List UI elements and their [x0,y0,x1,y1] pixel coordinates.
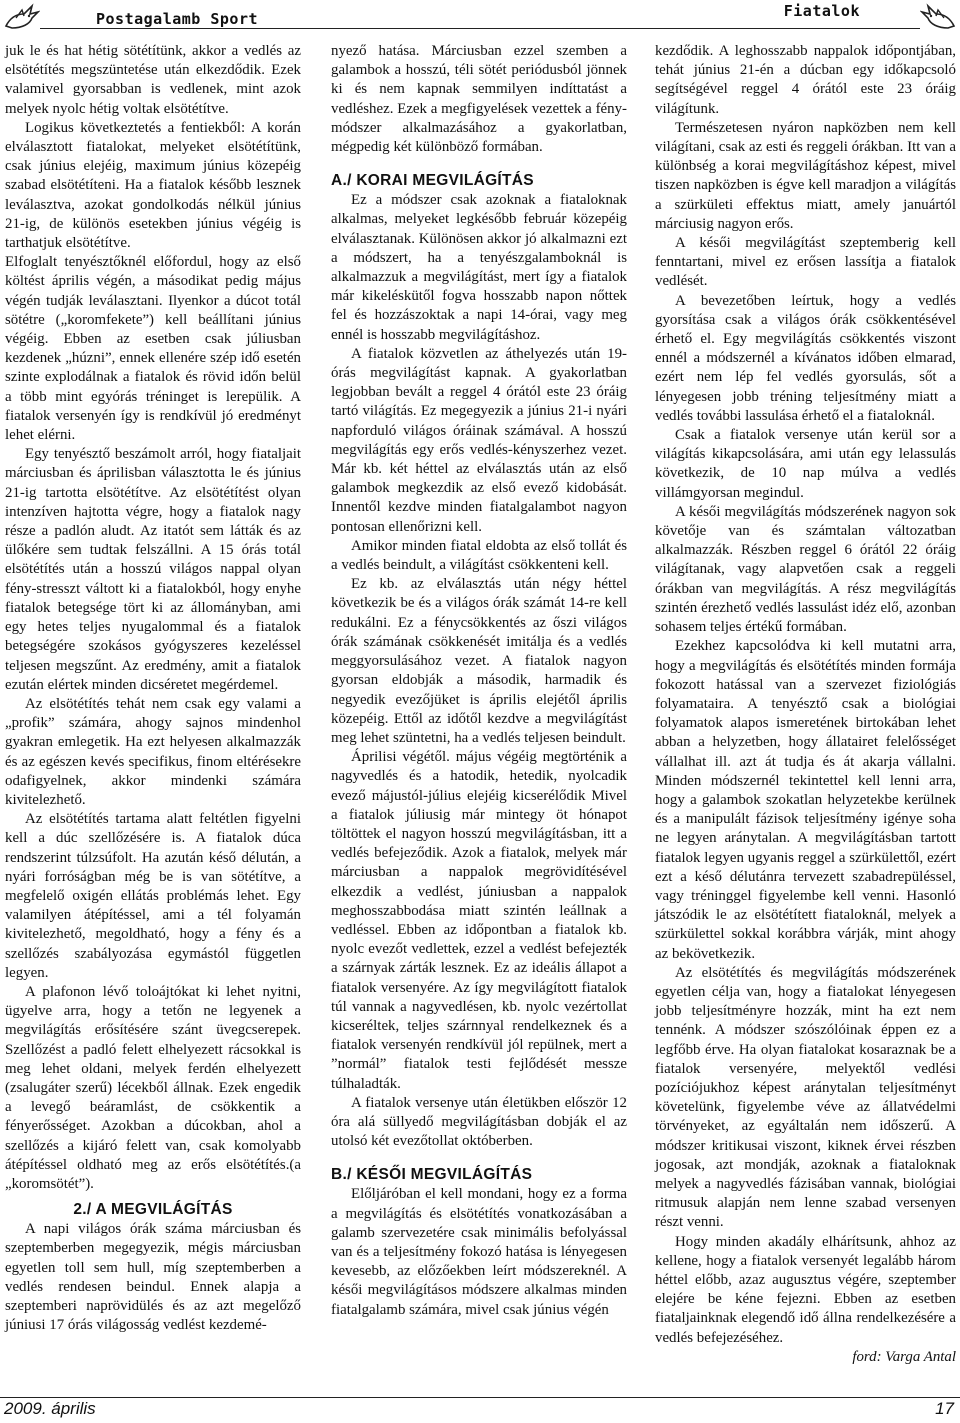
page-header [0,0,960,36]
issue-date: 2009. április [4,1399,96,1418]
footer-rule [0,1397,960,1398]
paragraph: Előljáróban el kell mondani, hogy ez a forma a megvilágítás és elsötétítés vonatkozásában a galamb szervezetére csak minimális befolyással van és a teljesítmény fokozó hatása is lényegesen kevesebb, az előzőekben leírt módszereknél. A késői megvilágításos módszere alkalmas minden fiatalgalamb számára, mivel csak június végén [331,1186,627,1318]
paragraph: A késői megvilágítás módszerének nagyon sok követője van és számtalan változatban alkalmazzák. Részben reggel 6 órától 22 óráig világítanak, vagy alapvetően csak a reggeli órákban van megvilágítás. A rész megvilágítás szintén érezhető vedlés lassulást idéz elő, azonban sohasem teljes értékű formában. [655,503,956,636]
page-number: 17 [935,1399,954,1418]
paragraph: Egy tenyésztő beszámolt arról, hogy fiataljait márciusban és áprilisban választotta le és június 21-ig tartotta elsötétítve. Az elsötétítést olyan intenzíven hajtotta végre, hogy a fiatalok nagy része a padlón aludt. Az itatót sem látták és az ülőkére sem tudtak felszállni. A 15 órás totál elsötétítés után a hosszú világos nappal olyan fény-stresszt váltott ki a fiatalokból, hogy enyhe fiatalok betegsége tört ki az állományban, ami egy hetes teljes nyugalommal és a fiatalok betegségére szokásos gyógyszeres kezeléssel teljesen megszűnt. Az eredmény, amit a fiatalok ezután elértek minden dicséretet megérdemel. [5,446,301,693]
paragraph: Természetesen nyáron napközben nem kell világítani, csak az esti és reggeli órákban. Itt van a különbség a korai megvilágításhoz képest, mivel tiszen napközben is égve kell maradjon a világítás a szürkületi effektus miatt, amely januártól márciusig nagyon erős. [655,119,956,232]
paragraph: Az elsötétítés tehát nem csak egy valami a „profik” számára, ahogy sajnos mindenhol gyakran emlegetik. Ha ezt helyesen alkalmazzák és az egészen kevés specifikus, finom eltérésekre odafigyelnek, akkor mindenki számára kivitelezhető. [5,695,301,808]
paragraph: nyező hatása. Márciusban ezzel szemben a galambok a hosszú, téli sötét periódusból jönnek ki és nem kapnak semmilyen indíttatást a vedléshez. Ezek a megfigyelések vezettek a fény-módszer alkalmazásához a gyakorlatban, mégpedig két különböző formában. [331,43,627,156]
paragraph: Csak a fiatalok versenye után kerül sor a világítás kikapcsolására, ami után egy lelassulás következik, de 10 nap múlva a vedlés villámgyorsan megindul. [655,427,956,501]
pigeon-logo-icon [920,2,958,32]
author-signature: ford: Varga Antal [852,1348,956,1365]
paragraph: kezdődik. A leghosszabb nappalok időpontjában, tehát június 21-én a dúcban egy időkapcsoló segítségével reggel 4 órától este 23 óráig világítunk. [655,43,956,117]
paragraph: Elfoglalt tenyésztőknél előfordul, hogy az első költést április végén, a másodikat pedig május végén tudják leválasztani. Ilyenkor a dúcot totál sötétre („koromfekete”) kell beállítani június végéig. Ebben az esetben csak júliusban kezdenek „húzni”, ennek ellenére szép idő esetén szinte explodálnak a fiatalok és rövid időn belül a több mint egyórás tréninget is lerepülik. A fiatalok versenyén így is rendkívül jó eredményt lehet elérni. [5,254,301,444]
section-heading: B./ KÉSŐI MEGVILÁGÍTÁS [331,1166,533,1184]
paragraph: Az elsötétítés és megvilágítás módszerének egyetlen célja van, hogy a fiatalokat lényegesen jobb teljesítményre hozzák, mint ha ezt nem tennénk. A módszer szószólóinak éppen ez a legfőbb érve. Ha olyan fiatalokat kosaraznak be a fiatalok versenyére, melyektől vedlési pozíciójukhoz képest aránytalan teljesítményt követelünk, figyelembe véve az állatvédelmi törvényeket, az egyáltalán nem időszerű. A módszer kritikusai viszont, kiknek érvei részben jogosak, azt mondják, azoknak a fiataloknak melyek a nagyvedlés fázisában vannak, biológiai ritmusuk alapján nem lenne szabad versenyen részt venni. [655,964,956,1231]
paragraph: A napi világos órák száma márciusban és szeptemberben megegyezik, mégis márciusban egyetlen toll sem hull, míg szeptemberben a vedlés rendesen beindul. Ennek alapja a szeptemberi naprövidülés és az azt megelőző júniusi 17 órás világosság vedlést kezdemé- [5,1221,301,1334]
paragraph: A késői megvilágítást szeptemberig kell fenntartani, mivel ez erősen lassítja a fiatalok vedlését. [655,235,956,290]
paragraph: Ez kb. az elválasztás után négy héttel következik be és a világos órák számát 14-re kell redukálni. Ez a fénycsökkentés az őszi világos órák számának csökkenését imitálja és a vedlés meggyorsulásához vezet. A fiatalok nagyon gyorsan eldobják a második, harmadik és negyedik evezőjüket is április elejétől április közepéig. Ettől az időtől kezdve a megvilágítást meg lehet szüntetni, ha a vedlés teljesen beindult. [331,576,627,746]
section-heading: 2./ A MEGVILÁGÍTÁS [73,1201,233,1219]
page-footer [0,1397,960,1423]
paragraph: A plafonon lévő toloájtókat ki lehet nyitni, ügyelve arra, hogy a tetőn ne legyenek a megvilágítás erősítésére szánt üvegcserepek. Szellőzést a padló felett elhelyezett rácsokkal is meg lehet oldani, melyek ferdén elhelyezett (zsalugáter szerű) lécekből állnak. Ezek engedik a levegő beáramlást, de csökkentik a fényerősséget. Azokban a dúcokban, ahol a szellőzés a kijáró felett van, csak komolyabb átépítéssel oldható meg az erős elsötétítés.(a „koromsötét”). [5,983,301,1192]
paragraph: Hogy minden akadály elhárítsunk, ahhoz az kellene, hogy a fiatalok versenyét legalább három héttel előbb, azaz augusztus végére, szeptember elejére be kéne fejezni. Ebben az esetben fiataljainknak elegendő idő állna rendelkezésére a vedlés befejezéséhez. [655,1233,956,1346]
paragraph: Az elsötétítés tartama alatt feltétlen figyelni kell a dúc szellőzésére is. A fiatalok dúca rendszerint túlzsúfolt. Ha azután késő délután, a nyári forróságban még be is van sötétítve, a megfelelő oxigén ellátás problémás lehet. Egy valamilyen átépítéssel, ami a tél folyamán kivitelezhető, megoldható, hogy a fény és a szellőzés szabályozása egymástól független legyen. [5,811,301,981]
paragraph: Ez a módszer csak azoknak a fiataloknak alkalmas, melyeket legkésőbb február közepéig elválasztanak. Különösen akkor jó alkalmazni ezt a módszert, ha a tenyészgalamboknál is alkalmazzuk a megvilágítást, mert így a fiatalok már kikeléskütől fogva hosszabb napon nőttek fel és hozzászoktak a napi 14-órai, vagy meg ennél is hosszabb megvilágításhoz. [331,192,627,343]
pigeon-logo-icon [2,2,40,32]
magazine-title: Postagalamb Sport [96,10,259,28]
section-title: Fiatalok [783,2,860,20]
paragraph: Ezekhez kapcsolódva ki kell mutatni arra, hogy a megvilágítás és elsötétítés minden formája fokozott hatással van a szervezet fiziológiás folyamataira. A tenyésztő csak a biológiai folyamatok alapos ismeretének birtokában lehet abban a helyzetben, hogy állatairet felelősséget vállalhat ill. azt át tudja és át akarja vállalni. Minden módszernél tekintettel kell lenni arra, hogy a galambok szokatlan helyzetekbe kerülnek és a manipulált fázisok teljesítmény igénye soha ne legyen aránytalan. A megvilágításban tartott fiatalok legyen ugyanis reggel a szürkülettől, ezért ezt a késő délutánra tervezett szabadrepüléssel, vagy tréninggel figyelembe kell venni. Hasonló játszódik le az elsötétített fiataloknál, melyek a szürkülettel sokkal korábbra várják, mint ahogy az bekövetkezik. [655,638,956,962]
text-column-3 [655,42,956,1367]
paragraph: Logikus következtetés a fentiekből: A korán elválasztott fiatalokat, melyeket elsötétítünk, csak június elejéig, maximum június közepéig szabad elsötétíteni. Ha a fiatalok később lesznek leválasztva, azokat gondolkodás nélkül június 21-ig, de különös esetekben június végéig is tarthatjuk elsötétítve. [5,119,301,252]
paragraph: Áprilisi végétől. május végéig megtörténik a nagyvedlés és a hatodik, hetedik, nyolcadik evező májustól-július elejéig kicserélődik Mivel a fiatalok júliusig már mintegy öt hónapot töltöttek el nagyon hosszú megvilágításban, itt a vedlés befejeződik. Azok a fiatalok, melyek már márciusban a nappalok megrövidítésével elkezdik a vedlést, júniusban a nappalok meghosszabbodása miatt szintén leállnak a vedléssel. Ebben az időpontban a fiatalok kb. nyolc evezőt vedlettek, ezzel a vedlést befejezték a szárnyak zárták lesznek. Ez az ideális állapot a fiatalok versenyére. Az így megvilágított fiatalok túl vannak a nagyvedlésen, kb. nyolc vezértollat kicseréltek, teljes szárnnyal rendelkeznek és a fiatalok versenyén rendkívül jól repülnek, mert a ”normál” fiatalok testi fejlődését messze túlhaladták. [331,749,627,1092]
paragraph: Amikor minden fiatal eldobta az első tollát és a vedlés beindult, a világítást csökkenteni kell. [331,537,627,574]
header-rule [40,28,920,29]
section-heading: A./ KORAI MEGVILÁGÍTÁS [331,172,534,190]
text-column-2 [331,42,627,1320]
paragraph: A fiatalok versenye után életükben először 12 óra alá süllyedő megvilágításban dobják el az utolsó két evezőtollat októberben. [331,1094,627,1150]
paragraph: juk le és hat hétig sötétítünk, akkor a vedlés az elsötétítés megszüntetése után elkezdődik. Ezek valamivel gyorsabban is vedlenek, mint azok melyek nyolc hétig voltak elsötétítve. [5,43,301,117]
paragraph: A fiatalok közvetlen az áthelyezés után 19-órás megvilágítást kapnak. A gyakorlatban legjobban bevált a reggel 4 órától este 23 óráig tartó világítás. Ez megegyezik a június 21-i nyári napforduló világos óráinak számával. A hosszú megvilágítás egy erős vedlés-kényszerhez vezet. Már kb. két héttel az elválasztás után az első galambok megkezdik az első evező kidobását. Innentől kezdve minden fiatalgalambot nagyon pontosan ellenőrizni kell. [331,345,627,535]
text-column-1 [5,42,301,1335]
paragraph: A bevezetőben leírtuk, hogy a vedlés gyorsítása csak a világos órák csökkentésével érhető el. Egy megvilágítás csökkentés viszont ennél a módszernél a kívánatos időben elmarad, ezért nem lép fel vedlés gyorsulás, sőt a lényegesen jobb tréning teljesítmény miatt a vedlés további lassulása érhető el a fiataloknál. [655,292,956,424]
